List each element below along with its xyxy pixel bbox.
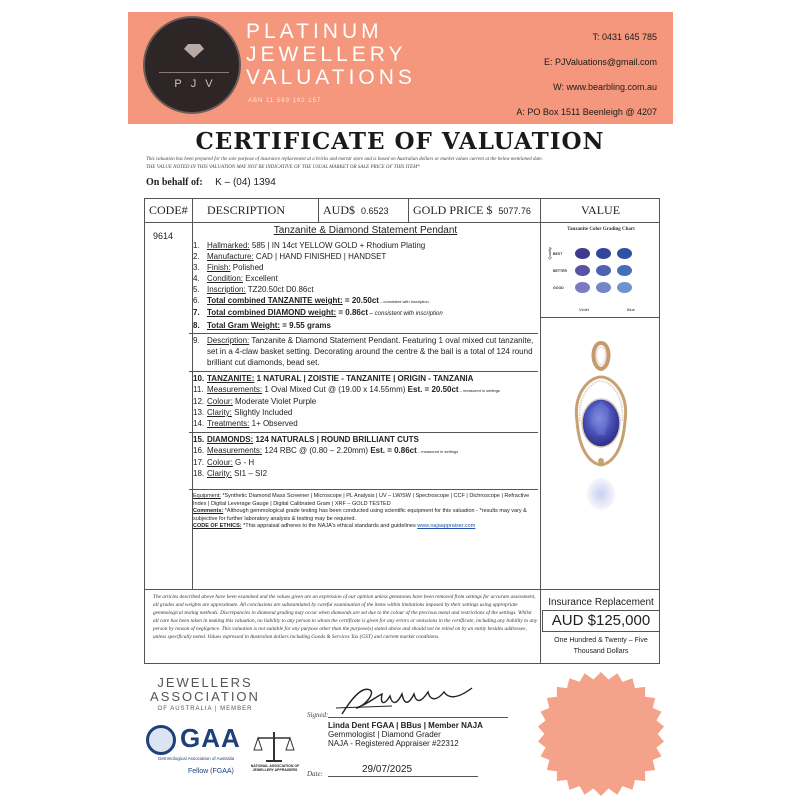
gem-swatch	[617, 265, 632, 276]
grading-y-label: Quality	[547, 247, 552, 260]
gaa-subtitle: Gemmological Association of Australia	[157, 756, 235, 761]
detail-text: Excellent	[243, 274, 278, 283]
detail-label: Inscription:	[207, 285, 246, 294]
measurements-note: – measured in settings	[458, 388, 500, 393]
date-label: Date:	[307, 770, 323, 778]
grade-row-best	[575, 248, 632, 259]
measurements-label: Measurements:	[207, 446, 263, 455]
aud-label: AUD$	[323, 203, 355, 217]
ja-line-3: OF AUSTRALIA | MEMBER	[157, 706, 253, 712]
line-number: 7.	[193, 308, 200, 317]
value-column-divider	[540, 223, 541, 664]
gem-swatch	[575, 248, 590, 259]
detail-label: Colour:	[207, 397, 233, 406]
detail-text: G - H	[232, 458, 255, 467]
detail-label: Manufacture:	[207, 252, 254, 261]
gem-swatch	[617, 282, 632, 293]
valuation-date: 29/07/2025	[362, 764, 413, 775]
weight-value: = 0.86ct	[336, 308, 368, 317]
detail-label: Hallmarked:	[207, 241, 250, 250]
phone: T: 0431 645 785	[592, 32, 657, 42]
naja-logo-text: NATIONAL ASSOCIATION OF JEWELLERY APPRAISERS	[250, 764, 300, 772]
measurements-text: 124 RBC @ (0.80 – 2.20mm)	[262, 446, 371, 455]
company-name	[246, 20, 416, 89]
detail-line	[193, 284, 538, 295]
description-header: DESCRIPTION	[193, 199, 319, 223]
equipment-text: *Synthetic Diamond Mass Screener | Microscope | PL Analysis | UV – LW/SW | Spectroscope | CCF | Dichroscope | Refractive Index | Digital Leverage Gauge | Digital Calibrated Gram | XRF – GOLD TESTED	[193, 493, 530, 507]
grade-label: GOOD	[553, 286, 564, 290]
on-behalf-of	[146, 177, 276, 188]
comments-label: Comments:	[193, 508, 224, 514]
detail-line	[193, 262, 538, 273]
line-number: 14.	[193, 419, 205, 428]
grading-x-label: Blue	[627, 307, 636, 312]
behalf-value: K – (04) 1394	[215, 177, 276, 188]
detail-line	[193, 457, 538, 468]
description-text: Tanzanite & Diamond Statement Pendant. Featuring 1 oval mixed cut tanzanite, set in a 4-claw basket setting. Decorating around the centre & the bail is a total of 124 round brilliant cut diamonds, bead set.	[207, 336, 534, 367]
grade-row-good	[575, 282, 632, 293]
diamonds-text: 124 NATURALS | ROUND BRILLIANT CUTS	[253, 435, 419, 444]
gem-swatch	[617, 248, 632, 259]
company-name-line-3: VALUATIONS	[246, 66, 416, 89]
gem-swatch	[596, 282, 611, 293]
logo-text: PJV	[174, 78, 222, 90]
insurance-divider	[541, 589, 660, 590]
signer-registration: NAJA - Registered Appraiser #22312	[328, 739, 459, 748]
aud-value: 0.6523	[361, 205, 389, 216]
company-header	[128, 12, 673, 124]
ethics-text: *This appraisal adheres to the NAJA's ethical standards and guidelines	[241, 523, 418, 529]
detail-text: TZ20.50ct D0.86ct	[245, 285, 314, 294]
gold-value: 5077.76	[498, 205, 531, 216]
item-description	[193, 225, 538, 531]
gem-swatch	[596, 248, 611, 259]
gram-weight-line	[193, 320, 538, 331]
grading-chart-title: Tanzanite Color Grading Chart	[567, 227, 635, 232]
detail-text: Slightly Included	[231, 408, 293, 417]
diamond-measurements	[193, 445, 538, 457]
line-number: 4.	[193, 274, 200, 283]
detail-line	[193, 240, 538, 251]
equipment-label: Equipment:	[193, 493, 221, 499]
rosette-seal-icon	[538, 672, 664, 796]
detail-text: Polished	[230, 263, 264, 272]
articles-divider	[145, 589, 541, 590]
line-number: 17.	[193, 458, 205, 467]
grade-label: BEST	[553, 252, 563, 256]
signer-details	[328, 721, 483, 748]
detail-line	[193, 418, 538, 429]
detail-text: 585 | IN 14ct YELLOW GOLD + Rhodium Plating	[249, 241, 426, 250]
detail-text: 1+ Observed	[249, 419, 298, 428]
tanzanite-measurements	[193, 384, 538, 396]
weight-label: Total combined TANZANITE weight:	[207, 296, 343, 305]
weight-label: Total combined DIAMOND weight:	[207, 308, 337, 317]
equipment-line	[193, 493, 538, 508]
detail-text: CAD | HAND FINISHED | HANDSET	[253, 252, 387, 261]
diamonds-heading	[189, 432, 538, 445]
gaa-logo-text: GAA	[180, 723, 241, 753]
detail-text: Moderate Violet Purple	[232, 397, 317, 406]
disclaimer-line-2: THE VALUE NOTED IN THIS VALUATION MAY NOT BE INDICATIVE OF THE USUAL MARKET OR SALE PRICE OF THIS ITEM*	[146, 165, 420, 170]
website: W: www.bearbling.com.au	[553, 82, 657, 92]
testing-notes	[189, 489, 538, 531]
weight-note: – consistent with inscription	[378, 299, 429, 304]
insurance-amount-words: One Hundred & Twenty – Five Thousand Dollars	[554, 637, 648, 655]
ja-line-1: JEWELLERS	[157, 675, 253, 690]
weight-value: = 9.55 grams	[280, 321, 331, 330]
signature-line	[328, 717, 508, 718]
description-label: Description:	[207, 336, 250, 345]
weight-label: Total Gram Weight:	[207, 321, 281, 330]
gem-swatch	[575, 282, 590, 293]
address: A: PO Box 1511 Beenleigh @ 4207	[516, 107, 657, 117]
insurance-amount: AUD $125,000	[542, 610, 660, 632]
measurements-text: 1 Oval Mixed Cut @ (19.00 x 14.55mm)	[262, 385, 408, 394]
detail-text: SI1 – SI2	[231, 469, 268, 478]
line-number: 18.	[193, 469, 205, 478]
ja-line-2: ASSOCIATION	[150, 689, 260, 704]
detail-line	[193, 251, 538, 262]
company-name-line-1: PLATINUM	[246, 20, 383, 43]
item-code: 9614	[153, 231, 174, 241]
grading-x-label: Violet	[579, 307, 589, 312]
diamond-icon	[184, 44, 204, 58]
insurance-label: Insurance Replacement	[548, 597, 654, 608]
company-name-line-2: JEWELLERY	[246, 43, 407, 66]
detail-label: Treatments:	[207, 419, 250, 428]
tanzanite-text: 1 NATURAL | ZOISTIE - TANZANITE | ORIGIN - TANZANIA	[254, 374, 474, 383]
valuation-disclaimer	[146, 156, 666, 172]
detail-label: Clarity:	[207, 469, 232, 478]
chart-divider	[541, 317, 660, 318]
line-number: 9.	[193, 336, 200, 345]
contact-details	[516, 32, 657, 132]
line-number: 6.	[193, 296, 200, 305]
detail-label: Colour:	[207, 458, 233, 467]
aud-header	[319, 199, 409, 223]
comments-text: *Although gemmological grade testing has been conducted using scientific equipment for this valuation - *results may vary & subjective for further laboratory analysis & testing may be required.	[193, 508, 527, 522]
pjv-logo	[143, 16, 241, 114]
abn-number: ABN 11 589 192 157	[248, 98, 322, 104]
line-number: 11.	[193, 385, 204, 394]
jewellers-association-logo	[150, 676, 260, 712]
line-number: 2.	[193, 252, 200, 261]
weight-note: – consistent with inscription	[368, 311, 443, 317]
estimate: Est. = 20.50ct	[407, 385, 459, 394]
ethics-label: CODE OF ETHICS:	[193, 523, 242, 529]
gold-label: GOLD PRICE $	[413, 203, 493, 217]
item-title: Tanzanite & Diamond Statement Pendant	[273, 225, 458, 236]
line-number: 3.	[193, 263, 200, 272]
measurements-note: – measured in settings	[416, 449, 459, 454]
grade-label: BETTER	[553, 269, 567, 273]
gem-swatch	[575, 265, 590, 276]
line-number: 8.	[193, 321, 200, 330]
detail-line	[193, 396, 538, 407]
signer-role: Gemmologist | Diamond Grader	[328, 730, 441, 739]
behalf-label: On behalf of:	[146, 177, 203, 188]
line-number: 1.	[193, 241, 200, 250]
diamonds-label: DIAMONDS:	[207, 435, 254, 444]
date-line	[328, 776, 478, 777]
logo-divider	[159, 72, 229, 73]
tanzanite-grading-chart	[543, 227, 659, 315]
email: E: PJValuations@gmail.com	[543, 57, 657, 67]
signed-label: Signed:	[307, 711, 329, 719]
comments-line	[193, 508, 538, 523]
weight-value: = 20.50ct	[342, 296, 379, 305]
diamond-weight-line	[193, 307, 538, 320]
description-line	[189, 333, 538, 368]
estimate: Est. = 0.86ct	[370, 446, 417, 455]
line-number: 10.	[193, 374, 205, 383]
tanzanite-heading	[189, 371, 538, 384]
signature	[332, 678, 482, 722]
line-number: 13.	[193, 408, 205, 417]
detail-label: Finish:	[207, 263, 231, 272]
line-number: 16.	[193, 446, 205, 455]
gem-swatch	[596, 265, 611, 276]
naja-link[interactable]: www.najaappraiser.com	[417, 523, 476, 529]
articles-disclaimer: The articles described above have been examined and the values given are an expression of our opinion unless gemstones have been removed from settings for accurate assessment, all grades and weights are approximate. All conclusions are substantiated by careful examination of the items within limitations imposed by their settings using appropriate gemmological testing methods. Discrepancies in diamond grading may occur when diamonds are set due to the colour of the precious metal and restrictions of the settings. Whilst all care has been taken in making this valuation, no liability to any person to whom the certificate is given for any errors or omissions in the certificate, including any liability to any person by reason of negligence. This valuation is not suitable for any purpose other than the purpose(s) stated above and should not be relied on by an entity besides addressee, unless specifically noted. Values expressed in Australian dollars including Goods & Services Tax (GST) and current market conditions.	[153, 594, 538, 640]
grade-row-better	[575, 265, 632, 276]
measurements-label: Measurements:	[207, 385, 263, 394]
ethics-line	[193, 523, 538, 531]
scales-icon	[252, 730, 296, 764]
gold-price-header	[409, 199, 541, 223]
gaa-seal-icon	[146, 725, 176, 755]
line-number: 15.	[193, 435, 205, 444]
detail-line	[193, 407, 538, 418]
line-number: 12.	[193, 397, 205, 406]
signer-name: Linda Dent FGAA | BBus | Member NAJA	[328, 721, 483, 730]
certificate-title: CERTIFICATE OF VALUATION	[195, 128, 605, 155]
detail-line	[193, 468, 538, 479]
value-header: VALUE	[541, 199, 660, 223]
detail-label: Condition:	[207, 274, 244, 283]
detail-label: Clarity:	[207, 408, 232, 417]
pendant-photo	[565, 339, 637, 514]
valuation-table	[144, 198, 660, 664]
disclaimer-line-1: This valuation has been prepared for the sole purpose of insurance replacement at a bricks and mortar store and is based on Australian dollars or market values current at the below mentioned date.	[146, 157, 543, 162]
tanzanite-label: TANZANITE:	[207, 374, 255, 383]
code-header: CODE#	[145, 199, 193, 223]
fellow-title: Fellow (FGAA)	[188, 768, 234, 775]
tanzanite-weight-line	[193, 295, 538, 307]
line-number: 5.	[193, 285, 200, 294]
detail-line	[193, 273, 538, 284]
